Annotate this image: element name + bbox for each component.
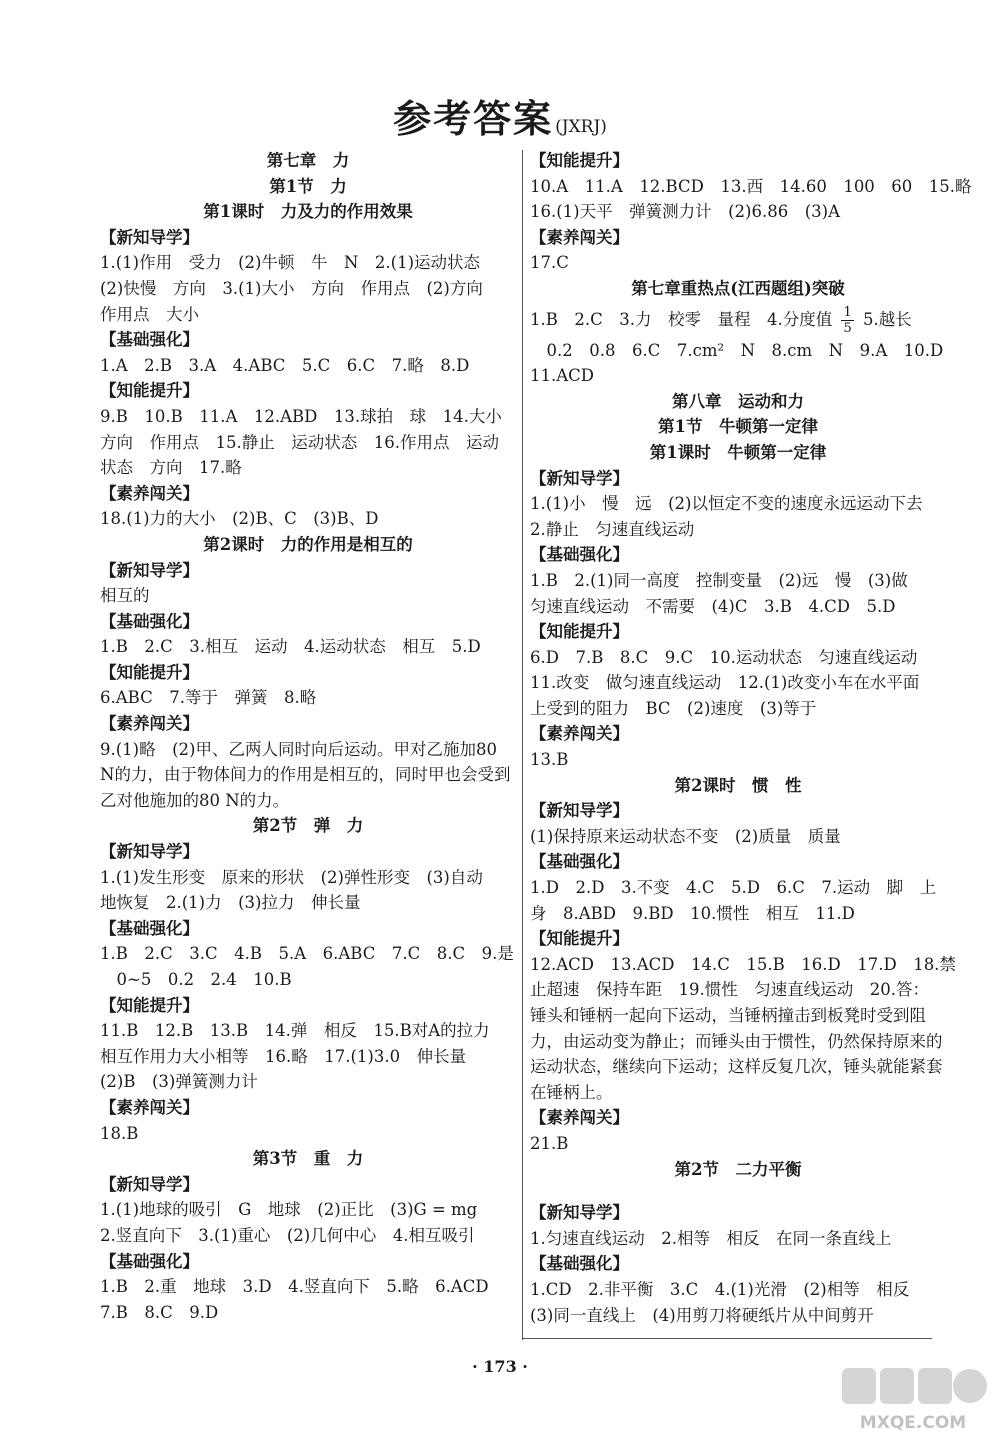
answer-line: 1.(1)作用 受力 (2)牛顿 牛 N 2.(1)运动状态 xyxy=(100,253,481,273)
answer-line: 状态 方向 17.略 xyxy=(100,458,242,478)
answer-line: N的力，由于物体间力的作用是相互的，同时甲也会受到 xyxy=(100,765,511,785)
answer-line: 18.B xyxy=(100,1123,139,1143)
answer-line: 21.B xyxy=(530,1133,569,1153)
answer-line: 锤头和锤柄一起向下运动，当锤柄撞击到板凳时受到阻 xyxy=(530,1006,926,1025)
title-code: (JXRJ) xyxy=(555,117,607,137)
section-label: 【新知导学】 xyxy=(100,227,199,247)
answer-line: 上受到的阻力 BC (2)速度 (3)等于 xyxy=(530,698,817,718)
section-heading: 第3节 重 力 xyxy=(252,1149,364,1169)
answer-line: 作用点 大小 xyxy=(100,304,199,324)
answer-line: 7.B 8.C 9.D xyxy=(100,1302,219,1322)
answer-line: 匀速直线运动 不需要 (4)C 3.B 4.CD 5.D xyxy=(530,596,896,616)
answer-line: 11.B 12.B 13.B 14.弹 相反 15.B对A的拉力 xyxy=(100,1021,490,1041)
answer-line: 相互作用力大小相等 16.略 17.(1)3.0 伸长量 xyxy=(100,1046,467,1066)
answer-line: 1.B 2.C 3.C 4.B 5.A 6.ABC 7.C 8.C 9.是 xyxy=(100,944,514,964)
title-text: 参考答案 xyxy=(393,96,554,141)
fraction-line-after: 5.越长 xyxy=(863,309,912,329)
section-label: 【新知导学】 xyxy=(530,801,629,821)
answer-line: 1.(1)地球的吸引 G 地球 (2)正比 (3)G = mg xyxy=(100,1200,478,1220)
answer-line: 1.(1)发生形变 原来的形状 (2)弹性形变 (3)自动 xyxy=(100,867,483,887)
answer-line: 力，由运动变为静止；而锤头由于惯性，仍然保持原来的 xyxy=(530,1031,943,1051)
section-label: 【新知导学】 xyxy=(100,1174,199,1194)
answer-line: 0~5 0.2 2.4 10.B xyxy=(100,970,292,989)
section-heading: 第2节 弹 力 xyxy=(252,816,364,836)
answer-line: 9.(1)略 (2)甲、乙两人同时向后运动。甲对乙施加80 xyxy=(100,739,497,759)
fraction-numerator: 1 xyxy=(843,304,852,320)
answer-line: 相互的 xyxy=(100,586,150,606)
section-heading: 第2课时 惯 性 xyxy=(674,775,802,795)
section-label: 【知能提升】 xyxy=(530,929,629,949)
section-label: 【基础强化】 xyxy=(530,852,629,872)
answer-line: 1.CD 2.非平衡 3.C 4.(1)光滑 (2)相等 相反 xyxy=(530,1279,910,1299)
answer-line: 1.(1)小 慢 远 (2)以恒定不变的速度永远运动下去 xyxy=(530,494,923,514)
answer-line: 止超速 保持车距 19.惯性 匀速直线运动 20.答： xyxy=(530,980,929,1000)
section-label: 【素养闯关】 xyxy=(530,724,629,744)
fraction-line-before: 1.B 2.C 3.力 校零 量程 4.分度值 xyxy=(530,309,833,329)
answer-line: 运动状态，继续向下运动；这样反复几次，锤头就能紧套 xyxy=(530,1057,943,1077)
answer-line: 1.D 2.D 3.不变 4.C 5.D 6.C 7.运动 脚 上 xyxy=(530,878,937,898)
spacer xyxy=(530,1182,946,1200)
page-title xyxy=(0,88,1000,143)
column-bottom-rule xyxy=(522,1338,932,1339)
section-label: 【知能提升】 xyxy=(530,151,629,170)
section-label: 【素养闯关】 xyxy=(100,714,199,734)
section-heading: 第1课时 力及力的作用效果 xyxy=(203,202,413,222)
section-label: 【知能提升】 xyxy=(100,662,199,682)
answer-line: 12.ACD 13.ACD 14.C 15.B 16.D 17.D 18.禁 xyxy=(530,954,956,974)
section-label: 【知能提升】 xyxy=(530,622,629,642)
fraction xyxy=(841,305,853,336)
watermark-logo xyxy=(838,1362,988,1440)
section-label: 【素养闯关】 xyxy=(530,227,629,247)
answer-line: (2)B (3)弹簧测力计 xyxy=(100,1072,258,1092)
section-heading: 第七章重热点(江西题组)突破 xyxy=(631,278,845,298)
answer-line: 10.A 11.A 12.BCD 13.西 14.60 100 60 15.略 xyxy=(530,176,972,196)
answer-line: (3)同一直线上 (4)用剪刀将硬纸片从中间剪开 xyxy=(530,1305,874,1325)
section-label: 【新知导学】 xyxy=(530,1203,629,1223)
section-label: 【新知导学】 xyxy=(530,468,629,488)
answer-line: 13.B xyxy=(530,750,569,770)
answer-line: 1.A 2.B 3.A 4.ABC 5.C 6.C 7.略 8.D xyxy=(100,355,470,375)
answer-line: 18.(1)力的大小 (2)B、C (3)B、D xyxy=(100,509,379,529)
page-number: · 173 · xyxy=(472,1357,528,1376)
answer-line: 16.(1)天平 弹簧测力计 (2)6.86 (3)A xyxy=(530,202,841,222)
answer-line: 0.2 0.8 6.C 7.cm² N 8.cm N 9.A 10.D xyxy=(530,340,944,360)
section-label: 【基础强化】 xyxy=(530,1254,629,1274)
section-heading: 第1节 力 xyxy=(269,176,347,196)
section-heading: 第1课时 牛顿第一定律 xyxy=(649,442,827,462)
section-label: 【知能提升】 xyxy=(100,995,199,1015)
left-answer-column xyxy=(100,148,516,1325)
answer-line: 在锤柄上。 xyxy=(530,1082,613,1102)
section-label: 【基础强化】 xyxy=(100,1251,199,1271)
answer-line: 17.C xyxy=(530,253,569,273)
answer-line: 9.B 10.B 11.A 12.ABD 13.球拍 球 14.大小 xyxy=(100,406,502,426)
section-label: 【素养闯关】 xyxy=(100,483,199,503)
section-label: 【基础强化】 xyxy=(100,330,199,350)
section-label: 【素养闯关】 xyxy=(530,1108,629,1128)
answer-line: 11.ACD xyxy=(530,366,595,386)
fraction-denominator: 5 xyxy=(843,320,852,336)
right-column-bottom xyxy=(530,338,956,1329)
section-label: 【基础强化】 xyxy=(530,545,629,565)
answer-line: 2.竖直向下 3.(1)重心 (2)几何中心 4.相互吸引 xyxy=(100,1225,475,1245)
section-label: 【素养闯关】 xyxy=(100,1097,199,1117)
section-label: 【知能提升】 xyxy=(100,381,199,401)
section-label: 【基础强化】 xyxy=(100,918,199,938)
answer-line: 1.B 2.重 地球 3.D 4.竖直向下 5.略 6.ACD xyxy=(100,1277,489,1297)
right-answer-column xyxy=(530,148,972,1328)
section-label: 【新知导学】 xyxy=(100,560,199,580)
section-label: 【新知导学】 xyxy=(100,842,199,862)
answer-line: 2.静止 匀速直线运动 xyxy=(530,519,695,539)
answer-line: 6.ABC 7.等于 弹簧 8.略 xyxy=(100,688,317,708)
answer-line: (2)快慢 方向 3.(1)大小 方向 作用点 (2)方向 xyxy=(100,278,483,298)
fraction-answer-line xyxy=(530,302,946,338)
column-divider xyxy=(522,150,523,1340)
section-heading: 第八章 运动和力 xyxy=(672,391,804,411)
answer-line: 地恢复 2.(1)力 (3)拉力 伸长量 xyxy=(100,893,361,913)
answer-line: 方向 作用点 15.静止 运动状态 16.作用点 运动 xyxy=(100,432,499,452)
watermark-text: MXQE.COM xyxy=(859,1413,967,1433)
answer-line: 1.匀速直线运动 2.相等 相反 在同一条直线上 xyxy=(530,1228,892,1248)
answer-line: 1.B 2.C 3.相互 运动 4.运动状态 相互 5.D xyxy=(100,637,481,657)
answer-line: 身 8.ABD 9.BD 10.惯性 相互 11.D xyxy=(530,903,855,923)
right-column-top xyxy=(530,148,972,302)
answer-line: 6.D 7.B 8.C 9.C 10.运动状态 匀速直线运动 xyxy=(530,647,918,667)
answer-line: 11.改变 做匀速直线运动 12.(1)改变小车在水平面 xyxy=(530,673,920,693)
section-label: 【基础强化】 xyxy=(100,611,199,631)
answer-line: (1)保持原来运动状态不变 (2)质量 质量 xyxy=(530,826,841,846)
section-heading: 第1节 牛顿第一定律 xyxy=(658,417,818,437)
section-heading: 第2课时 力的作用是相互的 xyxy=(203,534,413,554)
section-heading: 第2节 二力平衡 xyxy=(674,1159,802,1179)
answer-line: 1.B 2.(1)同一高度 控制变量 (2)远 慢 (3)做 xyxy=(530,570,908,590)
section-heading: 第七章 力 xyxy=(266,151,350,170)
answer-line: 乙对他施加的80 N的力。 xyxy=(100,790,290,810)
